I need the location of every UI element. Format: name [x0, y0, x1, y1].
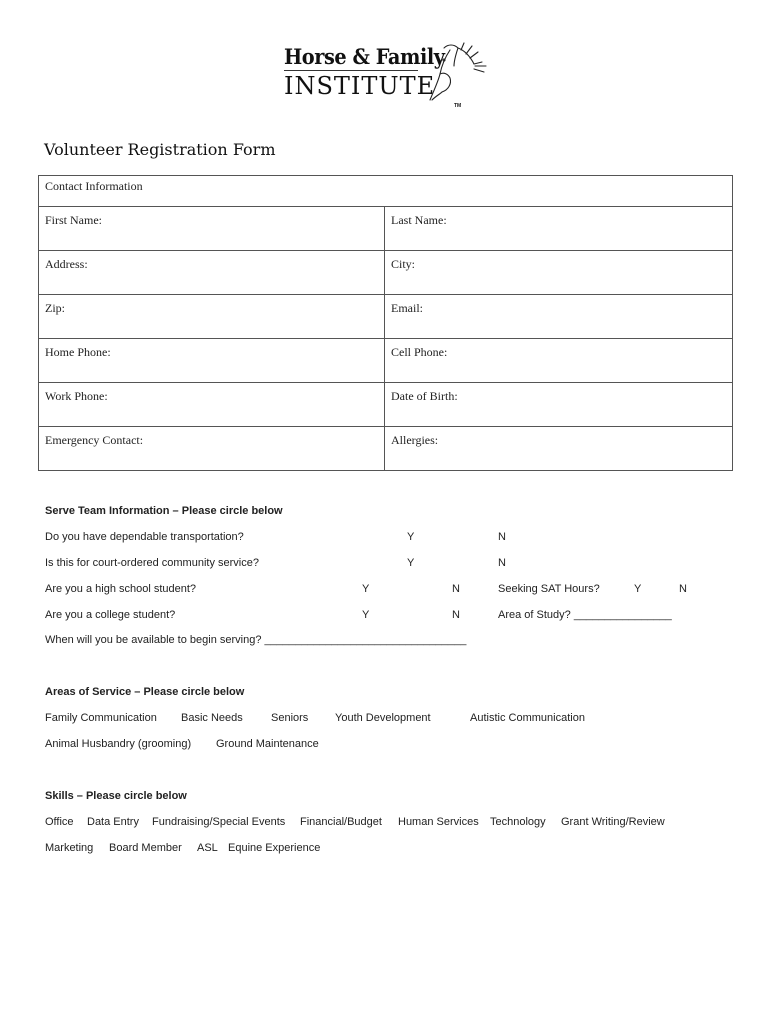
organization-logo: [282, 40, 492, 114]
address-field[interactable]: [39, 251, 385, 294]
college-question: Are you a college student?: [45, 609, 176, 621]
area-option-autistic-communication[interactable]: Autistic Communication: [470, 712, 585, 724]
first-name-field[interactable]: [39, 207, 385, 250]
cell-phone-label: Cell Phone:: [391, 345, 448, 359]
emergency-contact-field[interactable]: [39, 427, 385, 471]
court-ordered-no-option[interactable]: N: [498, 557, 506, 569]
address-label: Address:: [45, 257, 88, 271]
work-phone-label: Work Phone:: [45, 389, 108, 403]
area-option-seniors[interactable]: Seniors: [271, 712, 309, 724]
area-option-youth-development[interactable]: Youth Development: [335, 712, 431, 724]
court-ordered-yes-option[interactable]: Y: [407, 557, 415, 569]
email-field[interactable]: [385, 295, 732, 338]
last-name-field[interactable]: [385, 207, 732, 250]
form-title: Volunteer Registration Form: [44, 140, 276, 159]
contact-row: [39, 339, 732, 383]
city-label: City:: [391, 257, 416, 271]
home-phone-field[interactable]: [39, 339, 385, 382]
area-option-basic-needs[interactable]: Basic Needs: [181, 712, 243, 724]
contact-row: [39, 295, 732, 339]
serve-team-heading: Serve Team Information – Please circle below: [45, 505, 283, 517]
contact-table-header: [39, 176, 732, 207]
skill-option-fundraising[interactable]: Fundraising/Special Events: [152, 816, 286, 828]
skill-option-board-member[interactable]: Board Member: [109, 842, 182, 854]
skill-option-office[interactable]: Office: [45, 816, 74, 828]
skill-option-human-services[interactable]: Human Services: [398, 816, 479, 828]
skill-option-asl[interactable]: ASL: [197, 842, 218, 854]
last-name-label: Last Name:: [391, 213, 447, 227]
area-of-study-field[interactable]: Area of Study? ________________: [498, 609, 672, 621]
logo-rule: [284, 70, 418, 71]
area-option-family-communication[interactable]: Family Communication: [45, 712, 157, 724]
skills-heading: Skills – Please circle below: [45, 790, 187, 802]
emergency-contact-label: Emergency Contact:: [45, 433, 144, 447]
skill-option-marketing[interactable]: Marketing: [45, 842, 94, 854]
date-of-birth-label: Date of Birth:: [391, 389, 458, 403]
sat-hours-no-option[interactable]: N: [679, 583, 687, 595]
allergies-field[interactable]: [385, 427, 732, 471]
court-ordered-question: Is this for court-ordered community service?: [45, 557, 259, 569]
date-of-birth-field[interactable]: [385, 383, 732, 426]
contact-row: [39, 427, 732, 471]
contact-header-label: Contact Information: [45, 179, 143, 193]
skill-option-equine-experience[interactable]: Equine Experience: [228, 842, 321, 854]
contact-row: [39, 207, 732, 251]
logo-title-line1: Horse & Family: [284, 44, 445, 69]
contact-row: [39, 251, 732, 295]
logo-title-line2: INSTITUTE: [284, 72, 436, 100]
contact-information-table: [38, 175, 733, 471]
sat-hours-yes-option[interactable]: Y: [634, 583, 642, 595]
area-option-animal-husbandry[interactable]: Animal Husbandry (grooming): [45, 738, 192, 750]
email-label: Email:: [391, 301, 423, 315]
areas-of-service-heading: Areas of Service – Please circle below: [45, 686, 245, 698]
zip-field[interactable]: [39, 295, 385, 338]
transportation-yes-option[interactable]: Y: [407, 531, 415, 543]
home-phone-label: Home Phone:: [45, 345, 111, 359]
work-phone-field[interactable]: [39, 383, 385, 426]
college-yes-option[interactable]: Y: [362, 609, 370, 621]
skill-option-technology[interactable]: Technology: [490, 816, 546, 828]
sat-hours-question: Seeking SAT Hours?: [498, 583, 600, 595]
skill-option-data-entry[interactable]: Data Entry: [87, 816, 139, 828]
transportation-question: Do you have dependable transportation?: [45, 531, 244, 543]
zip-label: Zip:: [45, 301, 65, 315]
horse-head-icon: [420, 42, 490, 108]
skill-option-financial-budget[interactable]: Financial/Budget: [300, 816, 382, 828]
first-name-label: First Name:: [45, 213, 102, 227]
contact-row: [39, 383, 732, 427]
area-option-ground-maintenance[interactable]: Ground Maintenance: [216, 738, 319, 750]
trademark-mark: TM: [454, 103, 462, 109]
city-field[interactable]: [385, 251, 732, 294]
high-school-no-option[interactable]: N: [452, 583, 460, 595]
high-school-question: Are you a high school student?: [45, 583, 197, 595]
transportation-no-option[interactable]: N: [498, 531, 506, 543]
cell-phone-field[interactable]: [385, 339, 732, 382]
allergies-label: Allergies:: [391, 433, 439, 447]
availability-field[interactable]: When will you be available to begin serving? _________________________________: [45, 634, 467, 646]
skill-option-grant-writing[interactable]: Grant Writing/Review: [561, 816, 665, 828]
high-school-yes-option[interactable]: Y: [362, 583, 370, 595]
college-no-option[interactable]: N: [452, 609, 460, 621]
